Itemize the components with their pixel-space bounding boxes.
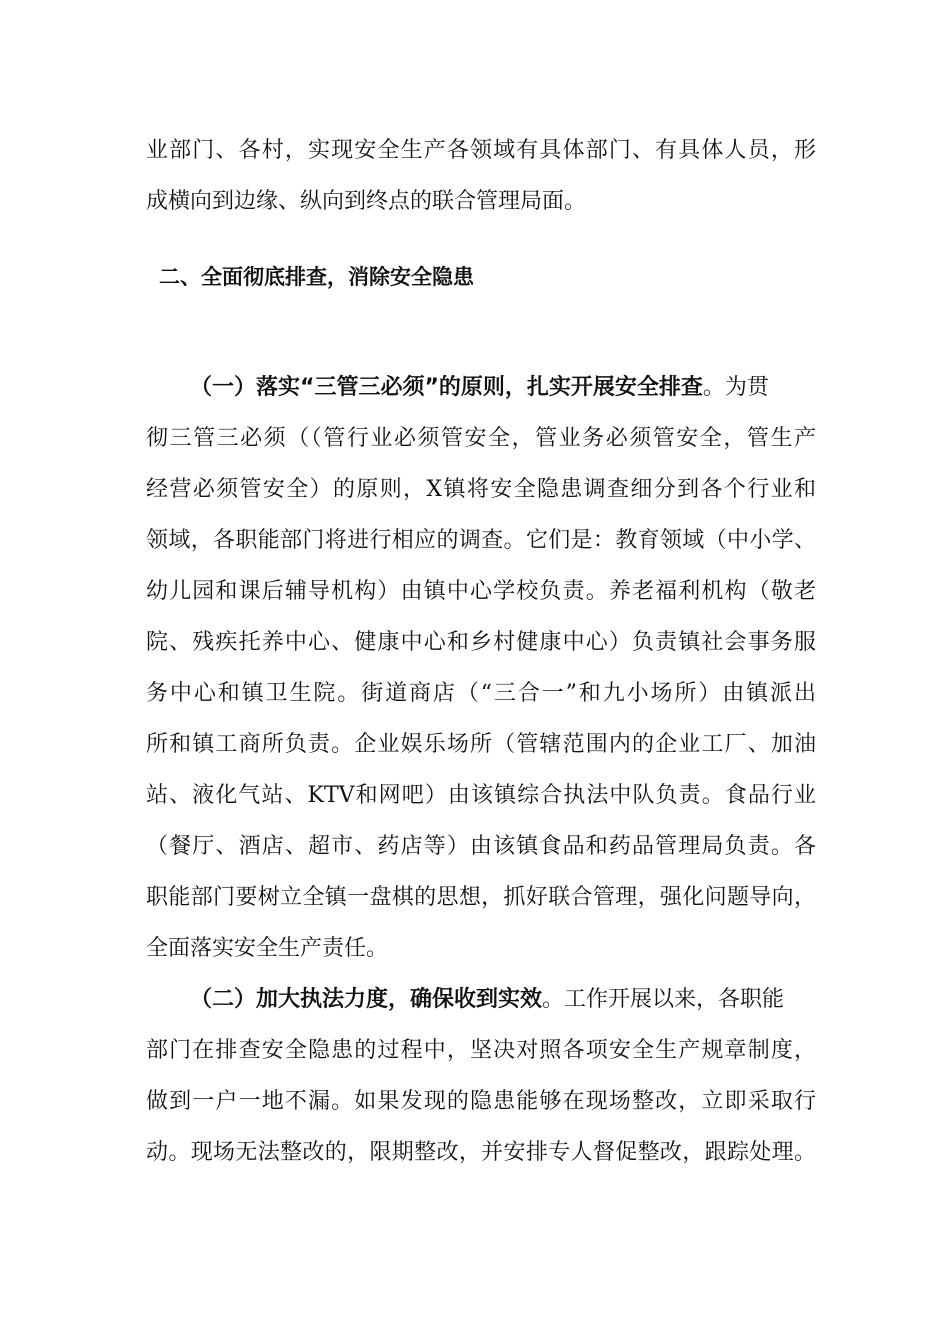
intro-line-2: 成横向到边缘、纵向到终点的联合管理局面。 <box>146 189 587 214</box>
para2-line-1: 部门在排查安全隐患的过程中，坚决对照各项安全生产规章制度， <box>146 1038 816 1063</box>
para1-line-4: 幼儿园和课后辅导机构）由镇中心学校负责。养老福利机构（敬老 <box>146 579 816 604</box>
para1-line-11: 全面落实安全生产责任。 <box>146 936 389 961</box>
para1-line-5: 院、残疾托养中心、健康中心和乡村健康中心）负责镇社会事务服 <box>146 630 816 655</box>
section-heading: 二、全面彻底排查，消除安全隐患 <box>159 265 474 289</box>
para1-line-8: 站、液化气站、KTV和网吧）由该镇综合执法中队负责。食品行业 <box>146 783 816 808</box>
para2-lead-rest: 。工作开展以来，各职能 <box>542 987 785 1012</box>
para2-lead-bold: （二）加大执法力度，确保收到实效 <box>190 987 543 1012</box>
para2-first-line <box>190 985 816 1015</box>
para1-line-9: （餐厅、酒店、超市、药店等）由该镇食品和药品管理局负责。各 <box>146 834 816 859</box>
para2-line-3: 动。现场无法整改的，限期整改，并安排专人督促整改，跟踪处理。 <box>146 1140 816 1165</box>
para1-line-3: 领域，各职能部门将进行相应的调查。它们是：教育领域（中小学、 <box>146 528 816 553</box>
para1-line-7: 所和镇工商所负责。企业娱乐场所（管辖范围内的企业工厂、加油 <box>146 732 816 757</box>
para1-lead-bold: （一）落实“三管三必须”的原则，扎实开展安全排查 <box>190 375 703 400</box>
para1-line-2: 经营必须管安全）的原则，X镇将安全隐患调查细分到各个行业和 <box>146 477 816 502</box>
para1-first-line <box>190 373 816 403</box>
intro-line-1: 业部门、各村，实现安全生产各领域有具体部门、有具体人员，形 <box>146 138 816 163</box>
para1-line-10: 职能部门要树立全镇一盘棋的思想，抓好联合管理，强化问题导向， <box>146 885 816 910</box>
para2-line-2: 做到一户一地不漏。如果发现的隐患能够在现场整改，立即采取行 <box>146 1089 816 1114</box>
para1-line-1: 彻三管三必须（（管行业必须管安全，管业务必须管安全，管生产 <box>146 426 816 451</box>
para1-lead-rest: 。为贯 <box>702 375 769 400</box>
para1-line-6: 务中心和镇卫生院。街道商店（“三合一”和九小场所）由镇派出 <box>146 681 816 706</box>
